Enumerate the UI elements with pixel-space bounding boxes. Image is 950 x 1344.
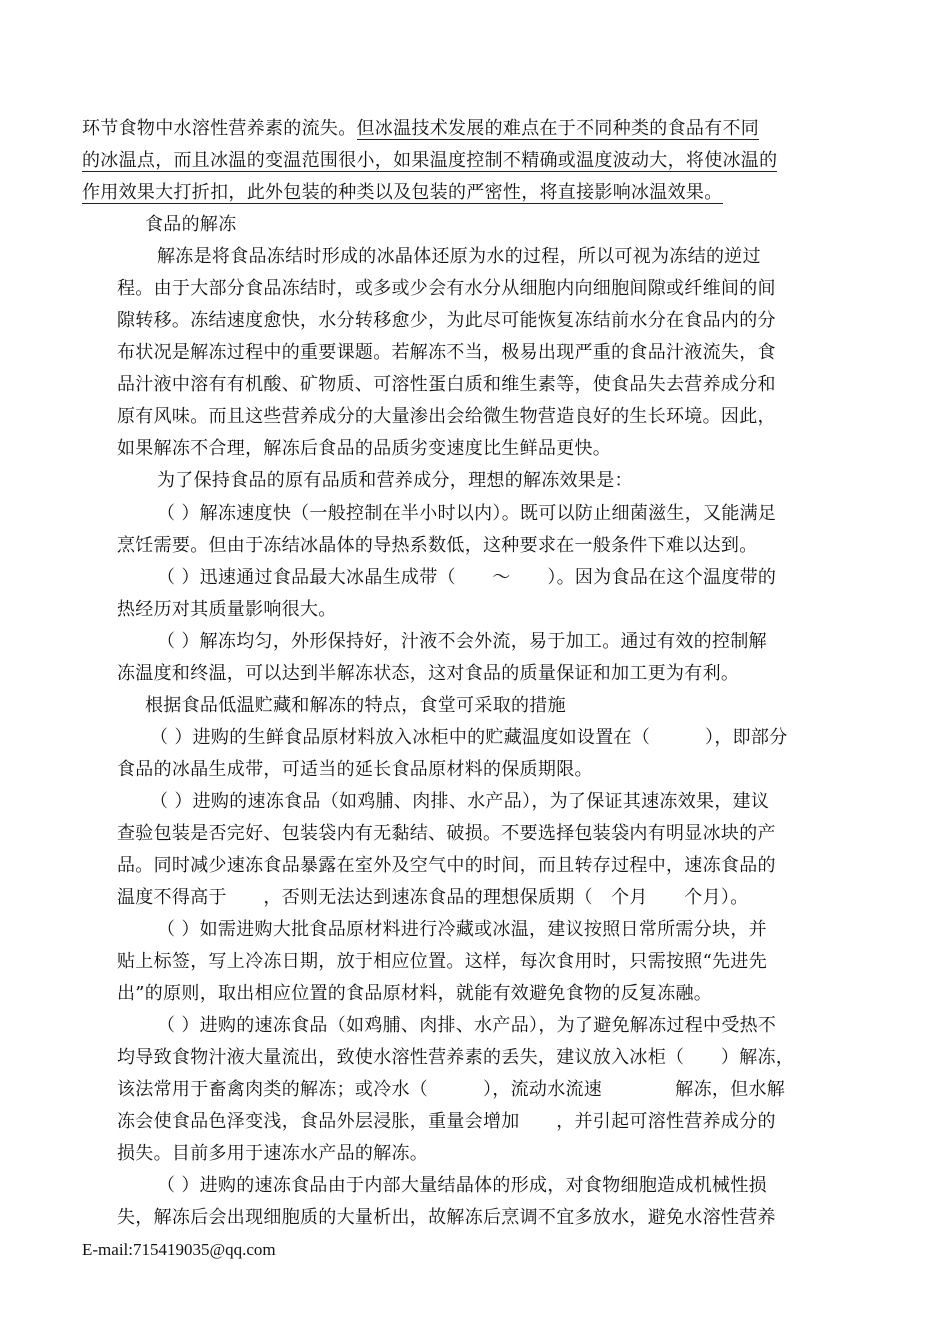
intro-lead: 环节食物中水溶性营养素的流失。 <box>82 118 357 139</box>
measure-line: （ ）进购的生鲜食品原材料放入冰柜中的贮藏温度如设置在（ ），即部分 <box>150 727 788 748</box>
ideal-item-line: （ ）解冻速度快（一般控制在半小时以内）。既可以防止细菌滋生，又能满足 <box>157 503 777 524</box>
measure-line: （ ）进购的速冻食品（如鸡脯、肉排、水产品），为了避免解冻过程中受热不 <box>157 1015 777 1036</box>
ideal-item-line: 冻温度和终温，可以达到半解冻状态，这对食品的质量保证和加工更为有利。 <box>117 663 740 684</box>
measures-intro: 根据食品低温贮藏和解冻的特点，食堂可采取的措施 <box>145 695 566 716</box>
measure-line: 食品的冰晶生成带，可适当的延长食品原材料的保质期限。 <box>117 759 593 780</box>
ideal-item-line: 热经历对其质量影响很大。 <box>117 599 337 620</box>
underlined-text: 的冰温点，而且冰温的变温范围很小，如果温度控制不精确或温度波动大，将使冰温的 <box>82 150 778 171</box>
measure-line: 查验包装是否完好、包装袋内有无黏结、破损。不要选择包装袋内有明显冰块的产 <box>117 823 776 844</box>
thawing-line: 如果解冻不合理，解冻后食品的品质劣变速度比生鲜品更快。 <box>117 438 612 459</box>
thawing-line: 原有风味。而且这些营养成分的大量渗出会给微生物营造良好的生长环境。因此， <box>117 406 776 427</box>
measure-line: 该法常用于畜禽肉类的解冻；或冷水（ ），流动水流速 解冻，但水解 <box>117 1079 786 1100</box>
measure-line: 失，解冻后会出现细胞质的大量析出，故解冻后烹调不宜多放水，避免水溶性营养 <box>117 1207 776 1228</box>
measure-line: （ ）如需进购大批食品原材料进行冷藏或冰温，建议按照日常所需分块，并 <box>157 919 767 940</box>
ideal-intro: 为了保持食品的原有品质和营养成分，理想的解冻效果是： <box>157 470 633 491</box>
ideal-item-line: 烹饪需要。但由于冻结冰晶体的导热系数低，这种要求在一般条件下难以达到。 <box>117 535 758 556</box>
measure-line: 品。同时减少速冻食品暴露在室外及空气中的时间，而且转存过程中，速冻食品的 <box>117 855 776 876</box>
measure-line: （ ）进购的速冻食品（如鸡脯、肉排、水产品），为了保证其速冻效果，建议 <box>150 791 770 812</box>
measure-line: 贴上标签，写上冷冻日期，放于相应位置。这样，每次食用时，只需按照“先进先 <box>117 951 767 972</box>
measure-line: 均导致食物汁液大量流出，致使水溶性营养素的丢失，建议放入冰柜（ ）解冻， <box>117 1047 795 1068</box>
measure-line: （ ）进购的速冻食品由于内部大量结晶体的形成，对食物细胞造成机械性损 <box>157 1175 767 1196</box>
measure-line: 温度不得高于 ，否则无法达到速冻食品的理想保质期（ 个月 个月）。 <box>117 887 749 908</box>
measure-line: 出”的原则，取出相应位置的食品原材料，就能有效避免食物的反复冻融。 <box>117 983 713 1004</box>
thawing-line: 品汁液中溶有有机酸、矿物质、可溶性蛋白质和维生素等，使食品失去营养成分和 <box>117 374 776 395</box>
thawing-line: 隙转移。冻结速度愈快，水分转移愈少，为此尽可能恢复冻结前水分在食品内的分 <box>117 310 776 331</box>
intro-line-1 <box>82 117 759 141</box>
thawing-line: 程。由于大部分食品冻结时，或多或少会有水分从细胞内向细胞间隙或纤维间的间 <box>117 278 776 299</box>
ideal-item-line: （ ）迅速通过食品最大冰晶生成带（ ～ ）。因为食品在这个温度带的 <box>157 567 777 588</box>
measure-line: 冻会使食品色泽变浅，食品外层浸胀，重量会增加 ，并引起可溶性营养成分的 <box>117 1111 776 1132</box>
footer-email: E-mail:715419035@qq.com <box>82 1240 276 1259</box>
thawing-line: 解冻是将食品冻结时形成的冰晶体还原为水的过程，所以可视为冻结的逆过 <box>157 246 761 267</box>
underlined-text: 作用效果大打折扣，此外包装的种类以及包装的严密性，将直接影响冰温效果。 <box>82 182 723 203</box>
heading-thawing: 食品的解冻 <box>145 214 237 235</box>
underlined-text: 但冰温技术发展的难点在于不同种类的食品有不同 <box>356 118 760 139</box>
intro-line-2 <box>82 149 777 173</box>
measure-line: 损失。目前多用于速冻水产品的解冻。 <box>117 1143 429 1164</box>
thawing-line: 布状况是解冻过程中的重要课题。若解冻不当，极易出现严重的食品汁液流失，食 <box>117 342 776 363</box>
intro-line-3 <box>82 181 723 205</box>
ideal-item-line: （ ）解冻均匀，外形保持好，汁液不会外流，易于加工。通过有效的控制解 <box>157 631 767 652</box>
